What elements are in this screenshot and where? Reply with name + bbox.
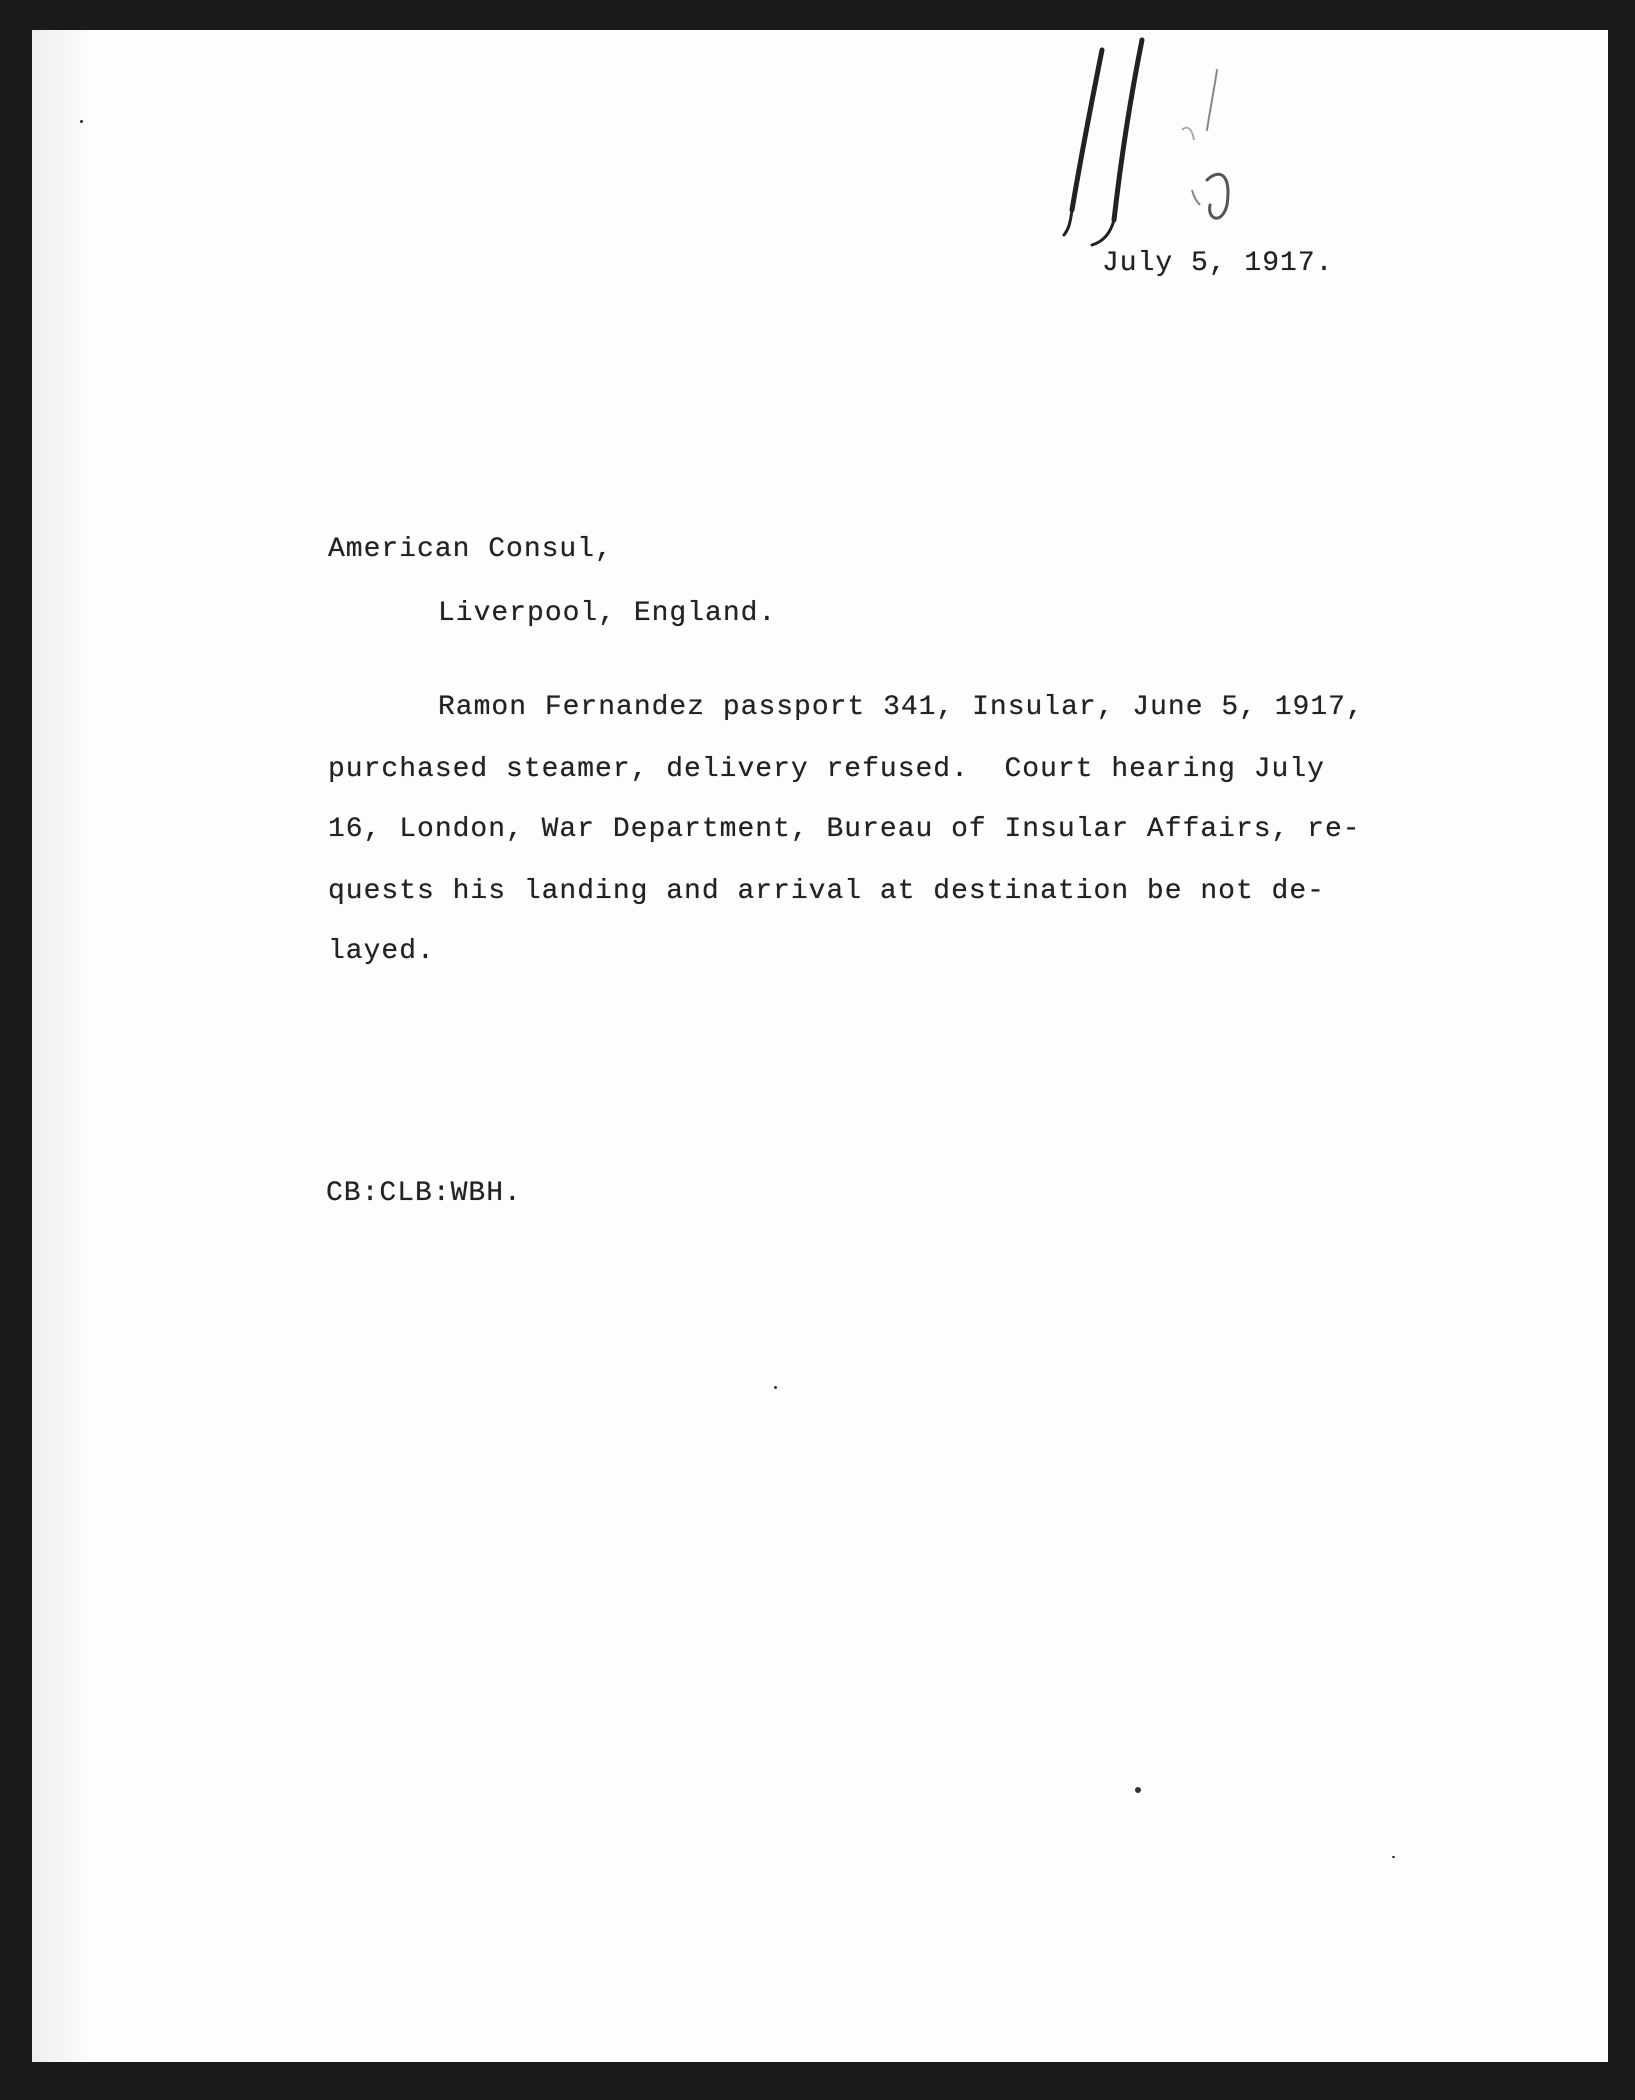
addressee-city: Liverpool, England. xyxy=(438,598,777,629)
letter-date: July 5, 1917. xyxy=(1102,248,1334,279)
letter-page xyxy=(32,30,1608,2062)
body-line: Ramon Fernandez passport 341, Insular, June 5, 1917, xyxy=(438,692,1364,723)
ink-speck xyxy=(1135,1787,1141,1793)
body-line: purchased steamer, delivery refused. Court hearing July xyxy=(328,754,1325,785)
handwritten-file-mark xyxy=(1042,30,1302,270)
body-line: layed. xyxy=(328,936,435,967)
addressee: American Consul, xyxy=(328,534,613,565)
body-line: 16, London, War Department, Bureau of Insular Affairs, re- xyxy=(328,814,1361,845)
typist-initials: CB:CLB:WBH. xyxy=(326,1178,522,1209)
ink-speck xyxy=(80,120,83,123)
ink-speck xyxy=(774,1386,777,1389)
body-line: quests his landing and arrival at destination be not de- xyxy=(328,876,1325,907)
ink-speck xyxy=(1392,1856,1395,1858)
